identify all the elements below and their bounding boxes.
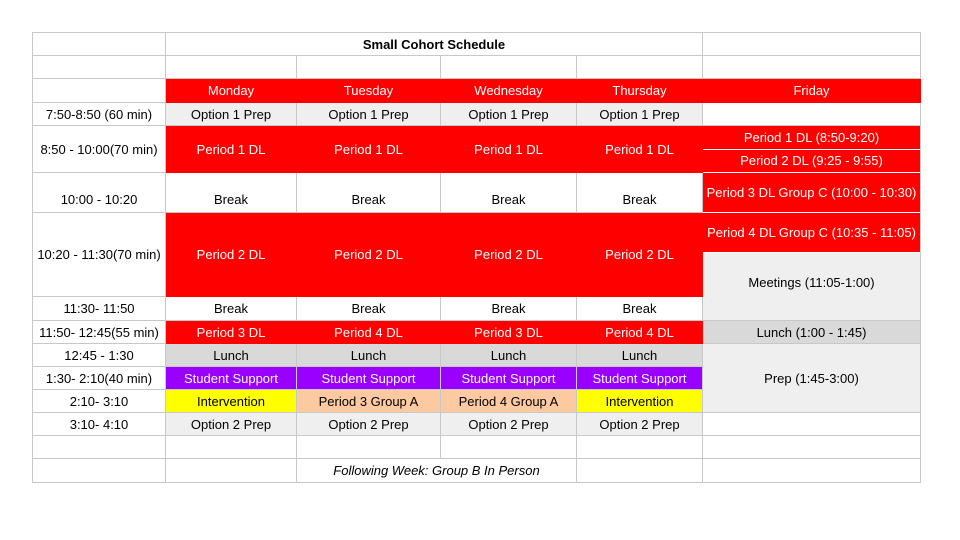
day-header-monday: Monday [166,79,297,103]
friday-period-2: Period 2 DL (9:25 - 9:55) [703,150,921,174]
friday-period-4: Period 4 DL Group C (10:35 - 11:05) [703,213,921,253]
empty-cell[interactable] [33,436,166,459]
empty-cell[interactable] [577,459,703,483]
schedule-cell: Student Support [166,367,297,390]
schedule-cell: Period 2 DL [297,213,441,297]
time-cell: 10:20 - 11:30(70 min) [33,213,166,297]
empty-cell[interactable] [166,436,297,459]
following-week-note: Following Week: Group B In Person [297,459,577,483]
time-cell: 7:50-8:50 (60 min) [33,103,166,126]
schedule-cell: Period 2 DL [577,213,703,297]
time-cell: 12:45 - 1:30 [33,344,166,367]
schedule-cell: Option 1 Prep [441,103,577,126]
time-cell: 1:30- 2:10(40 min) [33,367,166,390]
empty-cell[interactable] [33,79,166,103]
empty-cell[interactable] [703,459,921,483]
empty-cell[interactable] [166,56,297,79]
empty-cell[interactable] [33,33,166,56]
schedule-cell: Period 1 DL [441,126,577,173]
schedule-cell: Period 2 DL [441,213,577,297]
empty-cell[interactable] [297,436,441,459]
schedule-cell: Student Support [297,367,441,390]
schedule-cell: Period 3 DL [441,321,577,344]
day-header-friday: Friday [703,79,921,103]
empty-cell[interactable] [703,56,921,79]
day-header-tuesday: Tuesday [297,79,441,103]
schedule-cell: Lunch [166,344,297,367]
empty-cell[interactable] [297,56,441,79]
schedule-cell: Option 1 Prep [577,103,703,126]
schedule-cell: Option 2 Prep [166,413,297,436]
empty-cell[interactable] [577,56,703,79]
schedule-cell: Period 2 DL [166,213,297,297]
schedule-cell: Intervention [166,390,297,413]
schedule-cell: Lunch [577,344,703,367]
schedule-cell: Break [166,173,297,213]
empty-cell[interactable] [33,459,166,483]
empty-cell[interactable] [33,56,166,79]
friday-prep: Prep (1:45-3:00) [703,344,921,413]
time-cell: 3:10- 4:10 [33,413,166,436]
day-header-thursday: Thursday [577,79,703,103]
schedule-cell: Option 2 Prep [577,413,703,436]
empty-cell[interactable] [577,436,703,459]
schedule-table [32,32,921,483]
time-cell: 11:30- 11:50 [33,297,166,321]
time-cell: 8:50 - 10:00(70 min) [33,126,166,173]
empty-cell[interactable] [703,103,921,126]
schedule-cell: Option 1 Prep [297,103,441,126]
friday-midday-block [703,213,921,321]
schedule-cell: Student Support [577,367,703,390]
schedule-cell: Period 1 DL [166,126,297,173]
schedule-cell: Option 1 Prep [166,103,297,126]
schedule-cell: Period 4 DL [297,321,441,344]
time-cell: 11:50- 12:45(55 min) [33,321,166,344]
friday-lunch: Lunch (1:00 - 1:45) [703,321,921,344]
day-header-wednesday: Wednesday [441,79,577,103]
schedule-cell: Break [577,173,703,213]
schedule-cell: Break [297,173,441,213]
schedule-cell: Period 3 DL [166,321,297,344]
schedule-cell: Break [441,297,577,321]
schedule-cell: Option 2 Prep [297,413,441,436]
schedule-cell: Lunch [297,344,441,367]
empty-cell[interactable] [703,436,921,459]
schedule-cell: Lunch [441,344,577,367]
time-cell: 2:10- 3:10 [33,390,166,413]
schedule-cell: Period 4 DL [577,321,703,344]
schedule-cell: Period 1 DL [577,126,703,173]
empty-cell[interactable] [703,33,921,56]
schedule-cell: Break [166,297,297,321]
friday-meetings: Meetings (11:05-1:00) [703,253,921,321]
schedule-cell: Period 4 Group A [441,390,577,413]
time-cell: 10:00 - 10:20 [33,173,166,213]
schedule-cell: Student Support [441,367,577,390]
schedule-cell: Period 1 DL [297,126,441,173]
friday-period-3: Period 3 DL Group C (10:00 - 10:30) [703,173,921,213]
schedule-cell: Break [577,297,703,321]
schedule-cell: Break [441,173,577,213]
schedule-title: Small Cohort Schedule [166,33,703,56]
friday-morning-block [703,126,921,173]
schedule-cell: Option 2 Prep [441,413,577,436]
schedule-cell: Intervention [577,390,703,413]
empty-cell[interactable] [441,56,577,79]
empty-cell[interactable] [703,413,921,436]
empty-cell[interactable] [166,459,297,483]
schedule-cell: Break [297,297,441,321]
schedule-cell: Period 3 Group A [297,390,441,413]
friday-period-1: Period 1 DL (8:50-9:20) [703,126,921,150]
empty-cell[interactable] [441,436,577,459]
